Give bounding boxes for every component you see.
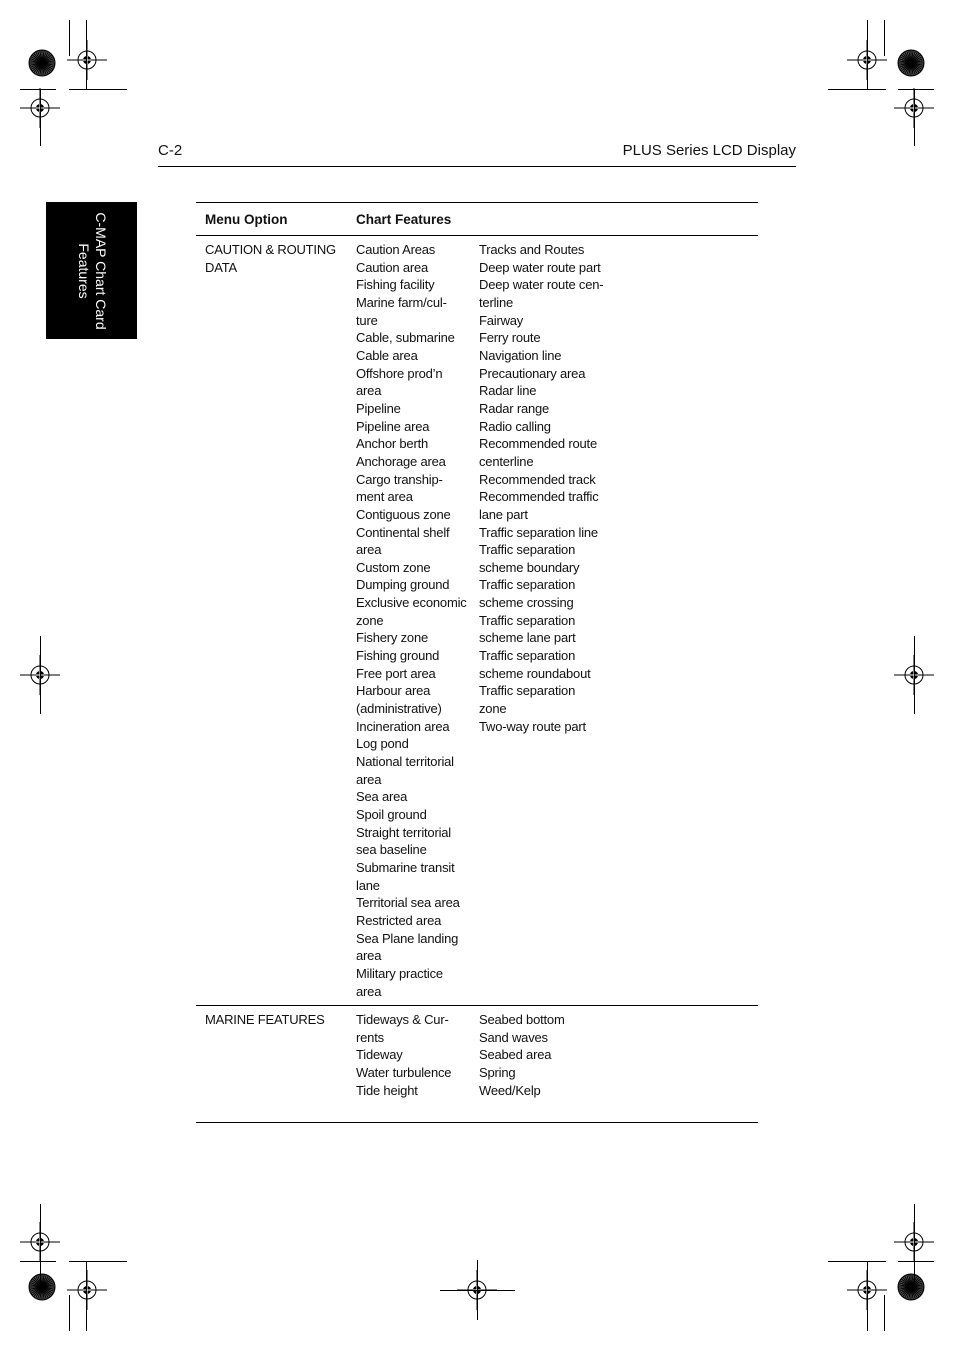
feature-line: Straight territorial xyxy=(356,824,451,840)
feature-line: Tideways & Cur- xyxy=(356,1012,449,1027)
feature-line: scheme lane part xyxy=(479,630,576,646)
feature-line: Continental shelf xyxy=(356,524,450,540)
feature-line: Fairway xyxy=(479,312,524,328)
feature-line: Recommended traffic xyxy=(479,489,599,505)
feature-line: Fishery zone xyxy=(356,630,429,646)
feature-line: Cable, submarine xyxy=(356,330,455,346)
feature-line: Fishing facility xyxy=(356,277,435,293)
trim-line xyxy=(884,20,885,56)
menu-option-cell xyxy=(205,1011,325,1029)
feature-line: Anchor berth xyxy=(356,436,429,452)
trim-line xyxy=(828,1261,886,1262)
feature-line: Tideway xyxy=(356,1047,403,1063)
features-column-b xyxy=(479,1011,619,1099)
feature-line: Military practice xyxy=(356,965,443,981)
chart-features-header: Chart Features xyxy=(356,212,452,227)
table-header-row xyxy=(196,203,758,235)
registration-starburst-icon xyxy=(22,1267,62,1307)
feature-line: Traffic separation xyxy=(479,683,576,699)
trim-line xyxy=(40,1204,41,1282)
side-tab-label xyxy=(75,212,109,329)
feature-line: Territorial sea area xyxy=(356,895,460,911)
table-bottom-rule xyxy=(196,1122,758,1123)
feature-line: Exclusive economic xyxy=(356,595,467,611)
feature-line: Traffic separation xyxy=(479,648,576,664)
feature-line: Ferry route xyxy=(479,330,541,346)
trim-line xyxy=(884,1295,885,1331)
feature-line: sea baseline xyxy=(356,842,427,858)
feature-line: Free port area xyxy=(356,665,436,681)
feature-line: area xyxy=(356,983,382,999)
feature-line: Log pond xyxy=(356,736,409,752)
feature-line: Spoil ground xyxy=(356,807,427,822)
feature-line: Precautionary area xyxy=(479,365,586,381)
trim-line xyxy=(914,90,915,146)
feature-line: Weed/Kelp xyxy=(479,1082,541,1098)
feature-line: National territorial xyxy=(356,754,454,770)
menu-option-cell xyxy=(205,241,336,276)
feature-line: Deep water route part xyxy=(479,259,601,275)
trim-line xyxy=(867,20,868,90)
feature-line: ture xyxy=(356,312,378,328)
page-number: C-2 xyxy=(158,142,183,159)
trim-line xyxy=(86,1261,87,1331)
feature-line: lane part xyxy=(479,506,528,522)
features-column-b xyxy=(479,241,619,735)
feature-line: Radio calling xyxy=(479,418,551,434)
trim-line xyxy=(69,89,127,90)
feature-line: Sea Plane landing xyxy=(356,930,459,946)
registration-crosshair-icon xyxy=(67,1270,107,1310)
feature-line: area xyxy=(356,948,382,964)
trim-line xyxy=(86,20,87,90)
table-row-caution-routing xyxy=(196,236,758,1005)
registration-starburst-icon xyxy=(22,43,62,83)
feature-line: Deep water route cen- xyxy=(479,277,604,293)
feature-line: Recommended track xyxy=(479,471,596,487)
feature-line: Anchorage area xyxy=(356,453,446,469)
feature-line: Contiguous zone xyxy=(356,506,451,522)
feature-line: Tracks and Routes xyxy=(479,242,585,257)
document-title: PLUS Series LCD Display xyxy=(622,142,796,159)
table-row-marine-features xyxy=(196,1006,758,1122)
trim-line xyxy=(20,1261,56,1262)
feature-line: Tide height xyxy=(356,1082,418,1098)
feature-line: centerline xyxy=(479,453,534,469)
feature-line: Recommended route xyxy=(479,436,597,452)
feature-line: Traffic separation xyxy=(479,612,576,628)
feature-line: Cable area xyxy=(356,347,418,363)
feature-line: Incineration area xyxy=(356,718,450,734)
feature-line: Restricted area xyxy=(356,912,442,928)
feature-line: zone xyxy=(356,612,384,628)
trim-line xyxy=(69,1261,127,1262)
feature-line: MARINE FEATURES xyxy=(205,1012,325,1027)
feature-line: Traffic separation line xyxy=(479,524,598,540)
feature-line: zone xyxy=(479,701,507,717)
chapter-side-tab xyxy=(46,202,137,339)
side-tab-line-2: Features xyxy=(75,242,92,299)
trim-line xyxy=(40,90,41,146)
feature-line: Harbour area xyxy=(356,683,431,699)
trim-line xyxy=(69,1295,70,1331)
trim-line xyxy=(477,1260,478,1320)
feature-line: Caution area xyxy=(356,259,429,275)
trim-line xyxy=(828,89,886,90)
trim-line xyxy=(898,89,934,90)
feature-line: Fishing ground xyxy=(356,648,440,664)
feature-line: Traffic separation xyxy=(479,542,576,558)
feature-line: Cargo tranship- xyxy=(356,471,443,487)
feature-line: Pipeline xyxy=(356,400,401,416)
feature-line: scheme roundabout xyxy=(479,665,591,681)
feature-line: Dumping ground xyxy=(356,577,450,593)
trim-line xyxy=(914,636,915,714)
feature-line: Spring xyxy=(479,1064,516,1080)
registration-starburst-icon xyxy=(891,43,931,83)
feature-line: Custom zone xyxy=(356,559,431,575)
features-column-a xyxy=(356,1011,476,1099)
feature-line: Radar range xyxy=(479,400,550,416)
menu-option-header: Menu Option xyxy=(205,212,288,227)
feature-line: Caution Areas xyxy=(356,242,436,257)
feature-line: Submarine transit xyxy=(356,859,455,875)
feature-line: Sea area xyxy=(356,789,408,805)
feature-line: area xyxy=(356,542,382,558)
feature-line: Navigation line xyxy=(479,347,562,363)
feature-line: (administrative) xyxy=(356,701,442,717)
trim-line xyxy=(914,1204,915,1282)
side-tab-line-1: C-MAP Chart Card xyxy=(92,211,109,330)
feature-line: area xyxy=(356,771,382,787)
trim-line xyxy=(20,89,56,90)
feature-line: Pipeline area xyxy=(356,418,430,434)
chart-features-table xyxy=(196,202,758,1123)
feature-line: terline xyxy=(479,294,514,310)
feature-line: lane xyxy=(356,877,380,893)
feature-line: area xyxy=(356,383,382,399)
features-column-a xyxy=(356,241,476,1000)
feature-line: scheme crossing xyxy=(479,595,574,611)
feature-line: Marine farm/cul- xyxy=(356,294,447,310)
feature-line: Sand waves xyxy=(479,1029,548,1045)
feature-line: Seabed bottom xyxy=(479,1012,565,1027)
feature-line: rents xyxy=(356,1029,384,1045)
feature-line: Water turbulence xyxy=(356,1064,452,1080)
registration-crosshair-icon xyxy=(67,40,107,80)
feature-line: Traffic separation xyxy=(479,577,576,593)
trim-line xyxy=(898,1261,934,1262)
feature-line: Radar line xyxy=(479,383,537,399)
trim-line xyxy=(867,1261,868,1331)
feature-line: DATA xyxy=(205,259,237,275)
feature-line: CAUTION & ROUTING xyxy=(205,242,336,257)
feature-line: Two-way route part xyxy=(479,718,586,734)
trim-line xyxy=(69,20,70,56)
feature-line: Seabed area xyxy=(479,1047,552,1063)
header-divider xyxy=(158,166,796,167)
feature-line: scheme boundary xyxy=(479,559,580,575)
feature-line: ment area xyxy=(356,489,413,505)
registration-starburst-icon xyxy=(891,1267,931,1307)
trim-line xyxy=(40,636,41,714)
feature-line: Offshore prod’n xyxy=(356,365,443,381)
